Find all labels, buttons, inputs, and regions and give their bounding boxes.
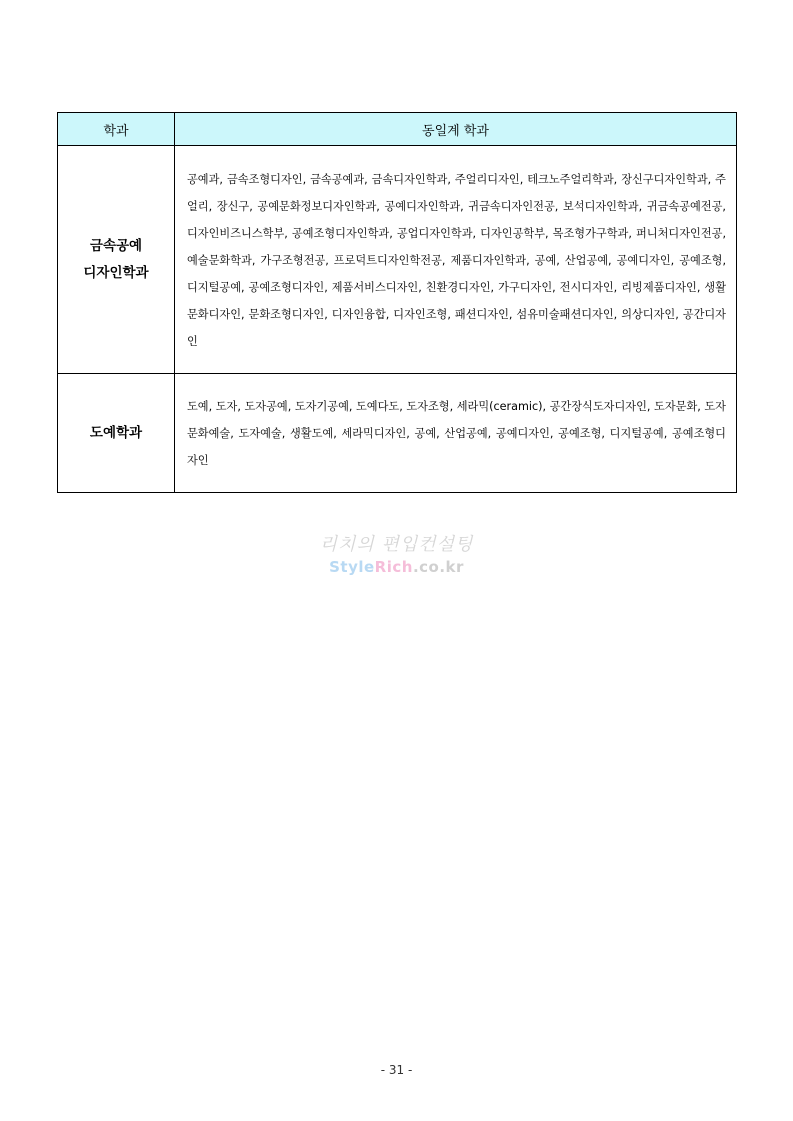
watermark-url-part2: Rich bbox=[374, 558, 413, 576]
watermark-url bbox=[0, 557, 793, 577]
related-departments-cell: 도예, 도자, 도자공예, 도자기공예, 도예다도, 도자조형, 세라믹(ceramic), 공간장식도자디자인, 도자문화, 도자문화예술, 도자예술, 생활도예, 세라믹디자인, 공예, 산업공예, 공예디자인, 공예조형, 디지털공예, 공예조형디자인 bbox=[175, 374, 737, 493]
header-related: 동일계 학과 bbox=[175, 113, 737, 146]
watermark bbox=[0, 533, 793, 577]
dept-name-line1: 금속공예 bbox=[89, 237, 143, 254]
dept-name-cell bbox=[58, 374, 175, 493]
table-row bbox=[58, 374, 737, 493]
watermark-korean-text: 리치의 편입컨설팅 bbox=[319, 534, 474, 555]
table-row bbox=[58, 146, 737, 374]
related-departments-cell: 공예과, 금속조형디자인, 금속공예과, 금속디자인학과, 주얼리디자인, 테크노주얼리학과, 장신구디자인학과, 주얼리, 장신구, 공예문화정보디자인학과, 공예디자인학과, 귀금속디자인전공, 보석디자인학과, 귀금속공예전공, 디자인비즈니스학부, 공예조형디자인학과, 공업디자인학과, 디자인공학부, 목조형가구학과, 퍼니처디자인전공, 예술문화학과, 가구조형전공, 프로덕트디자인학전공, 제품디자인학과, 공예, 산업공예, 공예디자인, 공예조형, 디지털공예, 공예조형디자인, 제품서비스디자인, 친환경디자인, 가구디자인, 전시디자인, 리빙제품디자인, 생활문화디자인, 문화조형디자인, 디자인융합, 디자인조형, 패션디자인, 섬유미술패션디자인, 의상디자인, 공간디자인 bbox=[175, 146, 737, 374]
watermark-url-part3: .co.kr bbox=[412, 558, 464, 576]
dept-name-line1: 도예학과 bbox=[89, 424, 143, 441]
page-number: - 31 - bbox=[380, 1063, 413, 1077]
watermark-url-part1: Style bbox=[329, 558, 375, 576]
related-departments-table bbox=[57, 112, 737, 493]
dept-name-line2: 디자인학과 bbox=[83, 264, 149, 281]
table-header-row bbox=[58, 113, 737, 146]
dept-name-cell bbox=[58, 146, 175, 374]
header-dept: 학과 bbox=[58, 113, 175, 146]
